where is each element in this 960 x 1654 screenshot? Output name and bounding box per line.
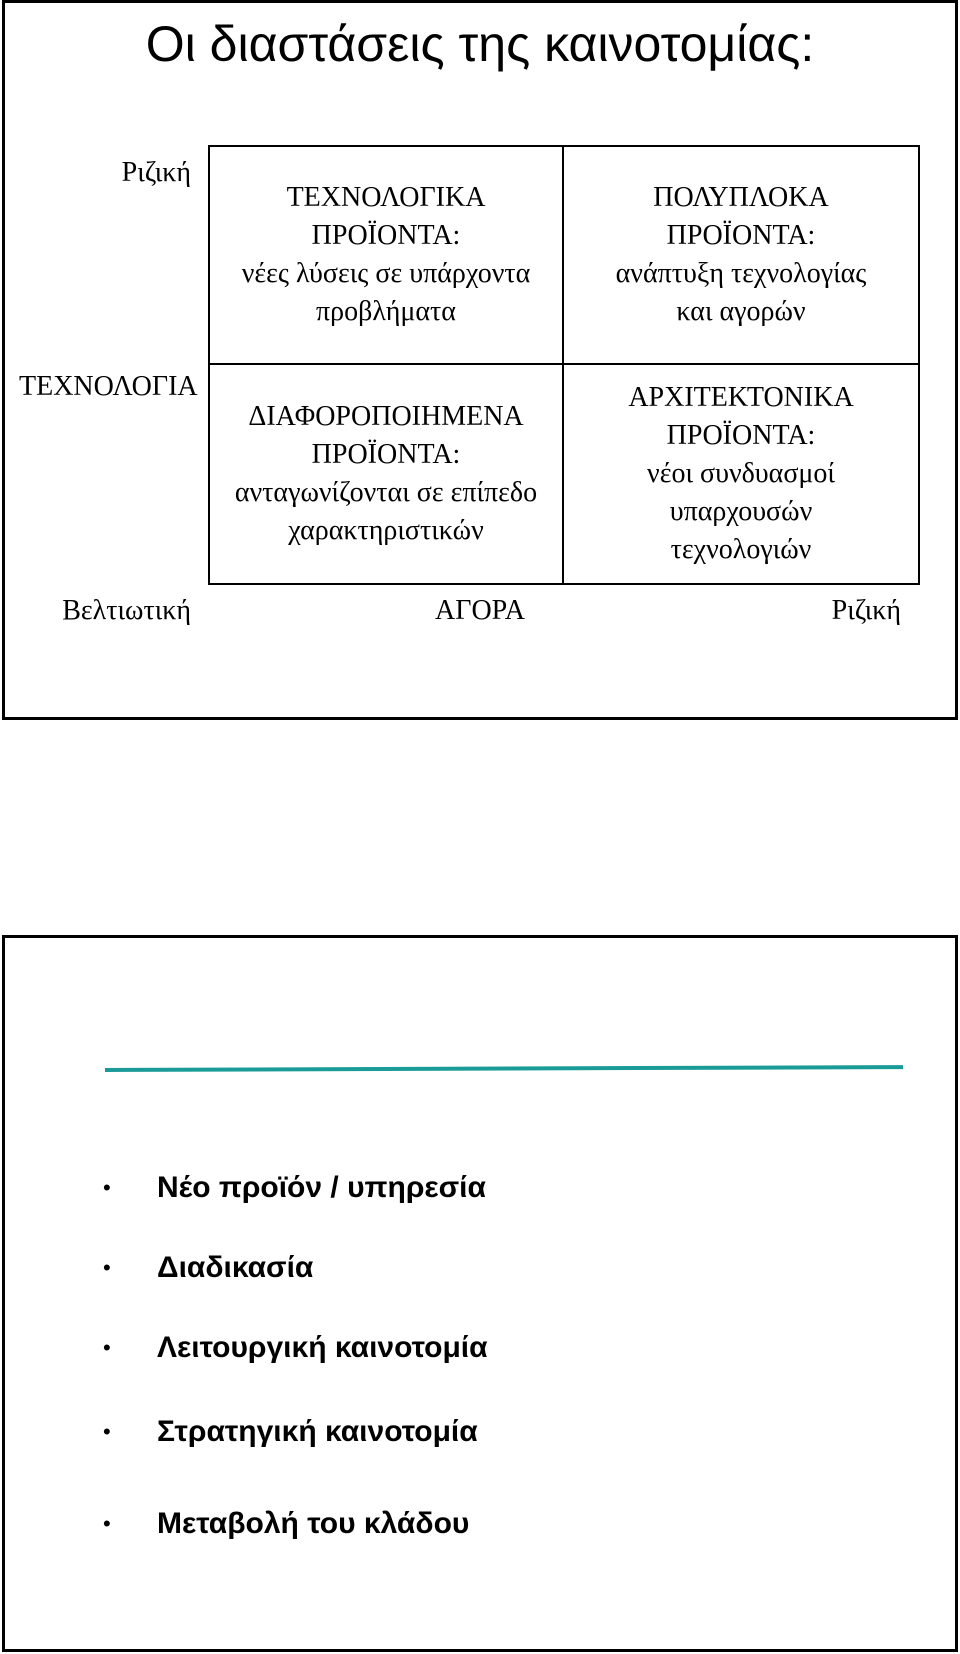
title-divider-line bbox=[105, 1065, 903, 1072]
list-item bbox=[95, 1412, 478, 1452]
list-item bbox=[95, 1168, 486, 1208]
quadrant-line: ΠΡΟΪΟΝΤΑ: bbox=[311, 220, 461, 251]
list-item bbox=[95, 1504, 469, 1544]
bullet-icon: • bbox=[103, 1419, 111, 1444]
quadrant-line: ΔΙΑΦΟΡΟΠΟΙΗΜΕΝΑ bbox=[248, 401, 524, 432]
innovation-matrix bbox=[208, 145, 920, 585]
y-axis-top-label: Ριζική bbox=[121, 157, 191, 188]
quadrant-line: προβλήματα bbox=[316, 296, 456, 327]
quadrant-top-right bbox=[564, 147, 918, 365]
quadrant-bottom-right bbox=[564, 365, 918, 583]
quadrant-line: και αγορών bbox=[676, 296, 806, 327]
x-axis-left-label: Βελτιωτική bbox=[62, 595, 191, 626]
quadrant-line: ΠΡΟΪΟΝΤΑ: bbox=[666, 420, 816, 451]
quadrant-line: υπαρχουσών bbox=[669, 496, 813, 527]
x-axis-name: ΑΓΟΡΑ bbox=[435, 595, 525, 626]
bullet-icon: • bbox=[103, 1335, 111, 1360]
quadrant-line: ΠΡΟΪΟΝΤΑ: bbox=[666, 220, 816, 251]
slide-title: Οι διαστάσεις της καινοτομίας: bbox=[145, 16, 815, 72]
list-item-text: Λειτουργική καινοτομία bbox=[157, 1331, 488, 1364]
quadrant-line: τεχνολογιών bbox=[670, 534, 812, 565]
list-item-text: Μεταβολή του κλάδου bbox=[157, 1507, 470, 1540]
quadrant-line: νέοι συνδυασμοί bbox=[647, 458, 835, 489]
list-item bbox=[95, 1248, 313, 1288]
list-item-text: Νέο προϊόν / υπηρεσία bbox=[157, 1171, 486, 1204]
quadrant-top-left bbox=[210, 147, 564, 365]
quadrant-line: ΤΕΧΝΟΛΟΓΙΚΑ bbox=[286, 182, 486, 213]
quadrant-line: ΠΡΟΪΟΝΤΑ: bbox=[311, 439, 461, 470]
quadrant-line: ΠΟΛΥΠΛΟΚΑ bbox=[653, 182, 829, 213]
list-item-text: Διαδικασία bbox=[157, 1251, 314, 1284]
list-item-text: Στρατηγική καινοτομία bbox=[157, 1415, 478, 1448]
y-axis-name: ΤΕΧΝΟΛΟΓΙΑ bbox=[19, 371, 198, 402]
quadrant-line: ανάπτυξη τεχνολογίας bbox=[615, 258, 867, 289]
slide-innovation-types bbox=[2, 935, 958, 1652]
bullet-icon: • bbox=[103, 1175, 111, 1200]
bullet-icon: • bbox=[103, 1511, 111, 1536]
slide-innovation-dimensions bbox=[2, 0, 958, 720]
bullet-icon: • bbox=[103, 1255, 111, 1280]
list-item bbox=[95, 1328, 488, 1368]
x-axis-right-label: Ριζική bbox=[831, 595, 901, 626]
quadrant-line: ΑΡΧΙΤΕΚΤΟΝΙΚΑ bbox=[628, 382, 854, 413]
quadrant-line: νέες λύσεις σε υπάρχοντα bbox=[241, 258, 531, 289]
quadrant-line: χαρακτηριστικών bbox=[288, 515, 484, 546]
quadrant-line: ανταγωνίζονται σε επίπεδο bbox=[234, 477, 538, 508]
quadrant-bottom-left bbox=[210, 365, 564, 583]
